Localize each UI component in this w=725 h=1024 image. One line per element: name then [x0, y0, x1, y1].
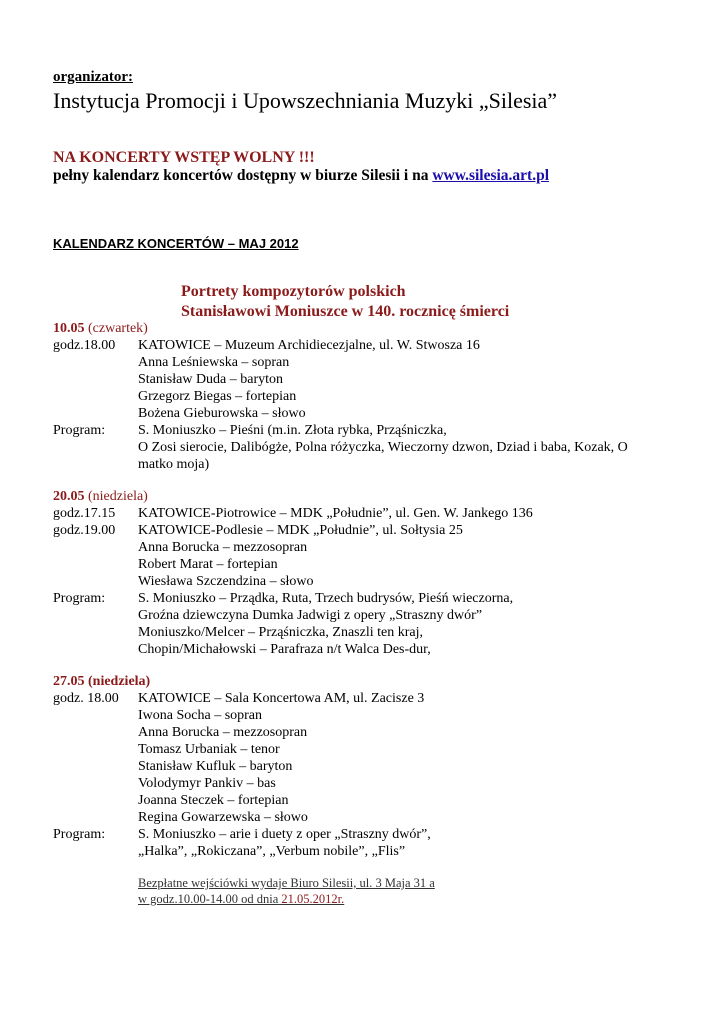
performer: Robert Marat – fortepian — [138, 557, 278, 572]
time-label: godz.17.15 — [53, 506, 116, 521]
performer: Iwona Socha – sopran — [138, 708, 263, 723]
performer: Bożena Gieburowska – słowo — [138, 406, 306, 421]
program-line: Moniuszko/Melcer – Prząśniczka, Znaszli ten kraj, — [138, 625, 423, 640]
series-title-line1: Portrety kompozytorów polskich — [181, 283, 406, 300]
performer: Grzegorz Biegas – fortepian — [138, 389, 297, 404]
performers — [53, 354, 673, 422]
website-link[interactable]: www.silesia.art.pl — [432, 167, 550, 184]
program-line: S. Moniuszko – Pieśni (m.in. Złota rybka, Prząśniczka, — [138, 423, 447, 438]
performers — [53, 707, 673, 826]
venue: KATOWICE – Sala Koncertowa AM, ul. Zacisze 3 — [138, 691, 425, 706]
program-label: Program: — [53, 423, 106, 438]
performer: Anna Borucka – mezzosopran — [138, 725, 308, 740]
performer: Stanisław Duda – baryton — [138, 372, 284, 387]
event-date: 10.05 (czwartek) — [53, 321, 148, 336]
event-date: 27.05 (niedziela) — [53, 674, 151, 689]
time-label: godz.18.00 — [53, 338, 116, 353]
organizer-name: Instytucja Promocji i Upowszechniania Muzyki „Silesia” — [53, 88, 558, 113]
program-line: Groźna dziewczyna Dumka Jadwigi z opery „Straszny dwór” — [138, 608, 483, 623]
ticket-note-date: 21.05.2012r. — [281, 892, 345, 906]
event-date: 20.05 (niedziela) — [53, 489, 148, 504]
performer: Wiesława Szczendzina – słowo — [138, 574, 314, 589]
performers — [53, 539, 673, 590]
ticket-note-line1: Bezpłatne wejściówki wydaje Biuro Silesii, ul. 3 Maja 31 a — [138, 876, 435, 890]
program-line: „Halka”, „Rokiczana”, „Verbum nobile”, „Flis” — [138, 844, 406, 859]
program-line: S. Moniuszko – arie i duety z oper „Straszny dwór”, — [138, 827, 431, 842]
program-line: Chopin/Michałowski – Parafraza n/t Walca Des-dur, — [138, 642, 431, 657]
program-line: matko moja) — [138, 457, 210, 472]
event-time-row — [53, 522, 673, 539]
ticket-note — [138, 875, 435, 907]
time-label: godz. 18.00 — [53, 691, 119, 706]
event-time-row — [53, 690, 673, 707]
performer: Anna Borucka – mezzosopran — [138, 540, 308, 555]
organizer-label: organizator: — [53, 69, 133, 85]
event-2705 — [53, 673, 673, 860]
performer: Joanna Steczek – fortepian — [138, 793, 289, 808]
program-label: Program: — [53, 827, 106, 842]
program-row — [53, 826, 673, 860]
program-label: Program: — [53, 591, 106, 606]
free-entry-notice: NA KONCERTY WSTĘP WOLNY !!! — [53, 149, 315, 166]
performer: Tomasz Urbaniak – tenor — [138, 742, 280, 757]
program-line: O Zosi sierocie, Dalibógże, Polna różyczka, Wieczorny dzwon, Dziad i baba, Kozak, O — [138, 440, 628, 455]
program-row — [53, 590, 673, 658]
performer: Volodymyr Pankiv – bas — [138, 776, 276, 791]
event-1005 — [53, 320, 673, 473]
calendar-info — [53, 167, 549, 185]
ticket-note-line2: w godz.10.00-14.00 od dnia 21.05.2012r. — [138, 892, 345, 906]
event-time-row — [53, 337, 673, 354]
series-title-line2: Stanisławowi Moniuszce w 140. rocznicę śmierci — [181, 303, 510, 320]
calendar-heading: KALENDARZ KONCERTÓW – MAJ 2012 — [53, 236, 299, 251]
calendar-info-text: pełny kalendarz koncertów dostępny w biurze Silesii i na — [53, 167, 429, 184]
event-2005 — [53, 488, 673, 658]
performer: Anna Leśniewska – sopran — [138, 355, 290, 370]
performer: Stanisław Kufluk – baryton — [138, 759, 293, 774]
time-label: godz.19.00 — [53, 523, 116, 538]
venue: KATOWICE-Podlesie – MDK „Południe”, ul. Sołtysia 25 — [138, 523, 463, 538]
performer: Regina Gowarzewska – słowo — [138, 810, 308, 825]
program-line: S. Moniuszko – Prządka, Ruta, Trzech budrysów, Pieśń wieczorna, — [138, 591, 514, 606]
venue: KATOWICE-Piotrowice – MDK „Południe”, ul. Gen. W. Jankego 136 — [138, 506, 533, 521]
venue: KATOWICE – Muzeum Archidiecezjalne, ul. W. Stwosza 16 — [138, 338, 480, 353]
event-time-row — [53, 505, 673, 522]
program-row — [53, 422, 673, 473]
